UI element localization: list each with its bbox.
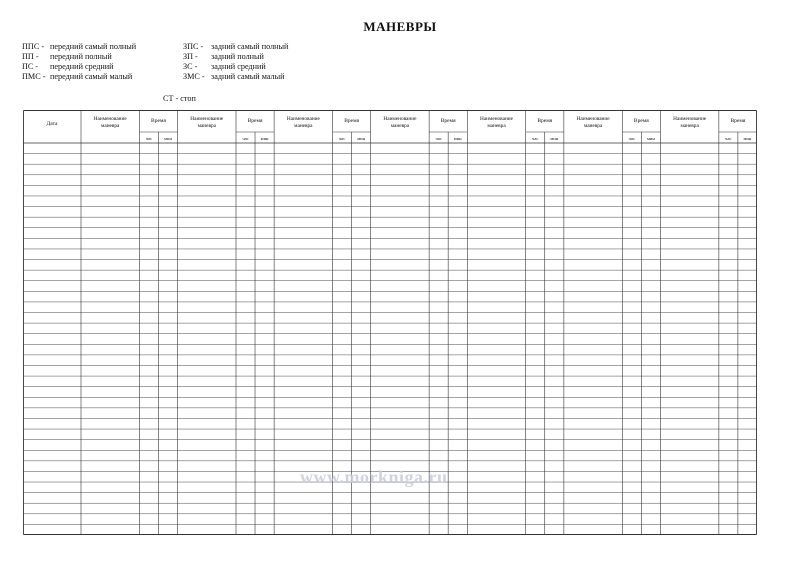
legend-abbr: ЗМС -	[183, 72, 205, 81]
legend-abbr: ЗПС -	[183, 42, 204, 51]
hour-column-header: час	[242, 136, 249, 141]
legend-row	[183, 72, 288, 82]
legend-text: передний самый полный	[50, 42, 137, 51]
maneuver-column-header: маневра	[294, 123, 313, 129]
maneuver-column-header: Наименование	[93, 116, 127, 122]
hour-column-header: час	[435, 136, 442, 141]
legend-stop: СТ - стоп	[163, 94, 196, 103]
maneuver-column-header: Наименование	[479, 116, 513, 122]
watermark: www.morkniga.ru	[300, 467, 448, 487]
legend-text: задний полный	[211, 52, 264, 61]
legend-text: передний средний	[50, 62, 114, 71]
minute-column-header: мин	[646, 136, 655, 141]
minute-column-header: мин	[453, 136, 462, 141]
hour-column-header: час	[532, 136, 539, 141]
legend-row	[183, 42, 288, 52]
legend-abbr: ЗП -	[183, 52, 198, 61]
time-column-header: Время	[537, 118, 553, 124]
legend-row	[22, 62, 136, 72]
maneuver-column-header: маневра	[680, 123, 699, 129]
maneuver-column-header: маневра	[101, 123, 120, 129]
maneuver-column-header: Наименование	[286, 116, 320, 122]
maneuver-column-header: маневра	[583, 123, 603, 129]
time-column-header: Время	[730, 118, 746, 124]
maneuver-column-header: Наименование	[673, 116, 707, 122]
legend-row	[22, 42, 136, 52]
legend-text: передний полный	[50, 52, 112, 61]
legend-row	[22, 52, 136, 62]
minute-column-header: мин	[260, 136, 269, 141]
legend-text: задний самый малый	[211, 72, 285, 81]
maneuver-column-header: маневра	[390, 123, 410, 129]
hour-column-header: час	[145, 136, 153, 141]
maneuver-column-header: Наименование	[383, 116, 417, 122]
maneuver-column-header: маневра	[197, 123, 216, 129]
minute-column-header: мин	[743, 136, 752, 141]
time-column-header: Время	[633, 118, 649, 124]
time-column-header: Время	[344, 118, 360, 124]
time-column-header: Время	[247, 118, 263, 124]
maneuver-column-header: Наименование	[190, 116, 224, 122]
page-title: МАНЕВРЫ	[363, 19, 437, 34]
legend-row	[22, 72, 136, 82]
legend-abbr: ПП -	[22, 52, 39, 61]
legend-text: задний средний	[211, 62, 266, 71]
hour-column-header: час	[338, 136, 346, 141]
minute-column-header: мин	[550, 136, 559, 141]
time-column-header: Время	[440, 118, 456, 124]
legend-abbr: ЗС -	[183, 62, 198, 71]
maneuver-column-header: маневра	[487, 123, 506, 129]
legend-text: передний самый малый	[50, 72, 133, 81]
minute-column-header: мин	[357, 136, 366, 141]
hour-column-header: час	[628, 136, 635, 141]
maneuver-column-header: Наименование	[576, 116, 610, 122]
legend-abbr: ПС -	[22, 62, 39, 71]
hour-column-header: час	[725, 136, 732, 141]
legend-text: задний самый полный	[211, 42, 289, 51]
legend-forward	[22, 42, 136, 82]
legend-reverse	[183, 42, 288, 82]
date-column-header: Дата	[46, 121, 58, 127]
legend-row	[183, 62, 288, 72]
legend-row	[183, 52, 288, 62]
legend-abbr: ПМС -	[22, 72, 46, 81]
legend-abbr: ППС -	[22, 42, 45, 51]
time-column-header: Время	[151, 118, 166, 124]
minute-column-header: мин	[164, 136, 172, 141]
